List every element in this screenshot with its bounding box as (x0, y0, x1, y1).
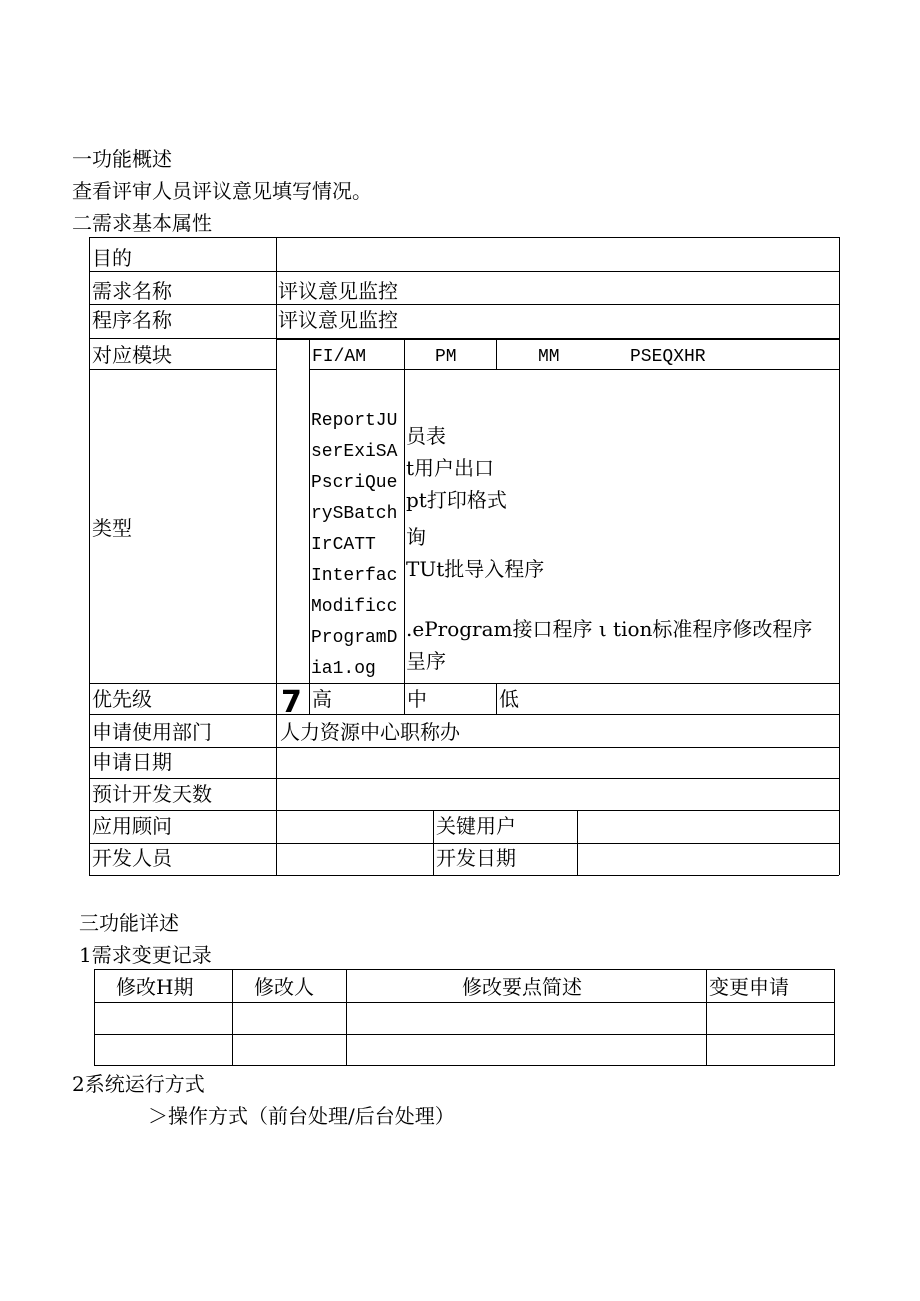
module-label: 对应模块 (92, 343, 172, 367)
type-left-line: PscriQue (311, 473, 398, 493)
change-log-heading: 1需求变更记录 (79, 943, 212, 967)
type-right-line: t用户出口 (406, 456, 495, 480)
prog-name-value: 评议意见监控 (278, 308, 398, 332)
priority-high: 高 (312, 687, 332, 711)
type-left-line: serExiSA (311, 442, 398, 462)
priority-label: 优先级 (92, 687, 152, 711)
section-heading-details: 三功能详述 (79, 911, 179, 935)
type-left-line: rySBatch (311, 504, 398, 524)
developer-label: 开发人员 (92, 846, 172, 870)
type-left-line: ia1.og (311, 659, 376, 679)
type-left-line: ProgramD (311, 628, 398, 648)
change-log-col-modifier: 修改人 (254, 975, 314, 999)
type-left-line: Interfac (311, 566, 398, 586)
change-log-col-request: 变更申请 (709, 975, 789, 999)
req-name-label: 需求名称 (92, 279, 172, 303)
type-right-line: .eProgram接口程序 ι tion标准程序修改程序 (406, 617, 813, 641)
priority-mid: 中 (407, 687, 427, 711)
dev-date-label: 开发日期 (436, 846, 516, 870)
priority-low: 低 (499, 687, 519, 711)
priority-mark: 7 (281, 685, 302, 720)
type-right-line: pt打印格式 (406, 488, 507, 512)
type-left-line: Modificc (311, 597, 398, 617)
change-log-col-summary: 修改要点简述 (462, 975, 582, 999)
key-user-label: 关键用户 (436, 814, 516, 838)
run-mode-heading: 2系统运行方式 (72, 1072, 205, 1096)
module-mm: MM (538, 347, 560, 367)
type-left-line: IrCATT (311, 535, 376, 555)
module-pm: PM (435, 347, 457, 367)
type-label: 类型 (92, 516, 132, 540)
section-heading-attributes: 二需求基本属性 (72, 211, 212, 235)
consultant-label: 应用顾问 (92, 814, 172, 838)
type-right-line: 呈序 (406, 649, 446, 673)
type-right-line: TUt批导入程序 (406, 557, 545, 581)
estimated-days-label: 预计开发天数 (92, 782, 212, 806)
overview-text: 查看评审人员评议意见填写情况。 (72, 179, 372, 203)
request-date-label: 申请日期 (92, 750, 172, 774)
run-mode-item: ＞操作方式（前台处理/后台处理） (148, 1104, 455, 1128)
module-fi-am: FI/AM (312, 347, 367, 367)
section-heading-overview: 一功能概述 (72, 147, 172, 171)
dept-value: 人力资源中心职称办 (280, 720, 460, 744)
dept-label: 申请使用部门 (92, 720, 212, 744)
type-left-line: ReportJU (311, 411, 398, 431)
purpose-label: 目的 (92, 246, 132, 270)
req-name-value: 评议意见监控 (278, 279, 398, 303)
module-pseqxhr: PSEQXHR (630, 347, 706, 367)
type-right-line: 询 (406, 525, 426, 549)
type-right-line: 员表 (406, 424, 446, 448)
change-log-col-date: 修改H期 (116, 975, 194, 999)
prog-name-label: 程序名称 (92, 308, 172, 332)
